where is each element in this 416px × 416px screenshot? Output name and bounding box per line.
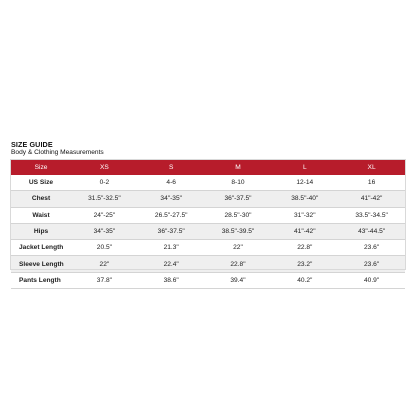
value-cell-xs: 20.5" xyxy=(71,240,138,256)
value-cell-xl: 40.9" xyxy=(338,272,405,288)
row-label-cell: US Size xyxy=(11,175,71,191)
page-title: SIZE GUIDE xyxy=(11,140,53,149)
table-row xyxy=(11,207,405,223)
value-cell-s: 26.5"-27.5" xyxy=(138,207,205,223)
value-cell-xl: 33.5"-34.5" xyxy=(338,207,405,223)
value-cell-m: 28.5"-30" xyxy=(205,207,272,223)
value-cell-s: 36"-37.5" xyxy=(138,223,205,239)
value-cell-xs: 22" xyxy=(71,256,138,272)
value-cell-s: 21.3" xyxy=(138,240,205,256)
value-cell-xl: 23.6" xyxy=(338,256,405,272)
value-cell-s: 22.4" xyxy=(138,256,205,272)
size-guide-heading xyxy=(11,141,405,157)
table-row xyxy=(11,256,405,272)
value-cell-m: 22.8" xyxy=(205,256,272,272)
value-cell-xs: 31.5"-32.5" xyxy=(71,191,138,207)
value-cell-s: 38.6" xyxy=(138,272,205,288)
value-cell-m: 38.5"-39.5" xyxy=(205,223,272,239)
header-cell-l: L xyxy=(271,160,338,175)
row-label-cell: Sleeve Length xyxy=(11,256,71,272)
value-cell-l: 23.2" xyxy=(271,256,338,272)
row-label-cell: Waist xyxy=(11,207,71,223)
header-cell-size-label: Size xyxy=(11,160,71,175)
header-cell-xl: XL xyxy=(338,160,405,175)
table-row xyxy=(11,240,405,256)
page-subtitle: Body & Clothing Measurements xyxy=(11,149,104,156)
value-cell-l: 41"-42" xyxy=(271,223,338,239)
value-cell-l: 40.2" xyxy=(271,272,338,288)
value-cell-xs: 37.8" xyxy=(71,272,138,288)
row-label-cell: Pants Length xyxy=(11,272,71,288)
table-body xyxy=(11,175,405,289)
value-cell-xl: 16 xyxy=(338,175,405,191)
row-label-cell: Hips xyxy=(11,223,71,239)
value-cell-xs: 0-2 xyxy=(71,175,138,191)
size-chart-table xyxy=(11,160,405,289)
table-row xyxy=(11,272,405,288)
value-cell-l: 22.8" xyxy=(271,240,338,256)
value-cell-m: 39.4" xyxy=(205,272,272,288)
value-cell-xs: 34"-35" xyxy=(71,223,138,239)
value-cell-s: 4-6 xyxy=(138,175,205,191)
value-cell-xs: 24"-25" xyxy=(71,207,138,223)
value-cell-m: 36"-37.5" xyxy=(205,191,272,207)
header-cell-xs: XS xyxy=(71,160,138,175)
value-cell-s: 34"-35" xyxy=(138,191,205,207)
value-cell-m: 22" xyxy=(205,240,272,256)
row-label-cell: Jacket Length xyxy=(11,240,71,256)
table-row xyxy=(11,175,405,191)
header-cell-m: M xyxy=(205,160,272,175)
value-cell-m: 8-10 xyxy=(205,175,272,191)
table-header-row xyxy=(11,160,405,175)
value-cell-xl: 43"-44.5" xyxy=(338,223,405,239)
row-label-cell: Chest xyxy=(11,191,71,207)
value-cell-xl: 23.6" xyxy=(338,240,405,256)
value-cell-l: 38.5"-40" xyxy=(271,191,338,207)
table-row xyxy=(11,191,405,207)
header-cell-s: S xyxy=(138,160,205,175)
value-cell-xl: 41"-42" xyxy=(338,191,405,207)
table-row xyxy=(11,223,405,239)
value-cell-l: 12-14 xyxy=(271,175,338,191)
value-cell-l: 31"-32" xyxy=(271,207,338,223)
